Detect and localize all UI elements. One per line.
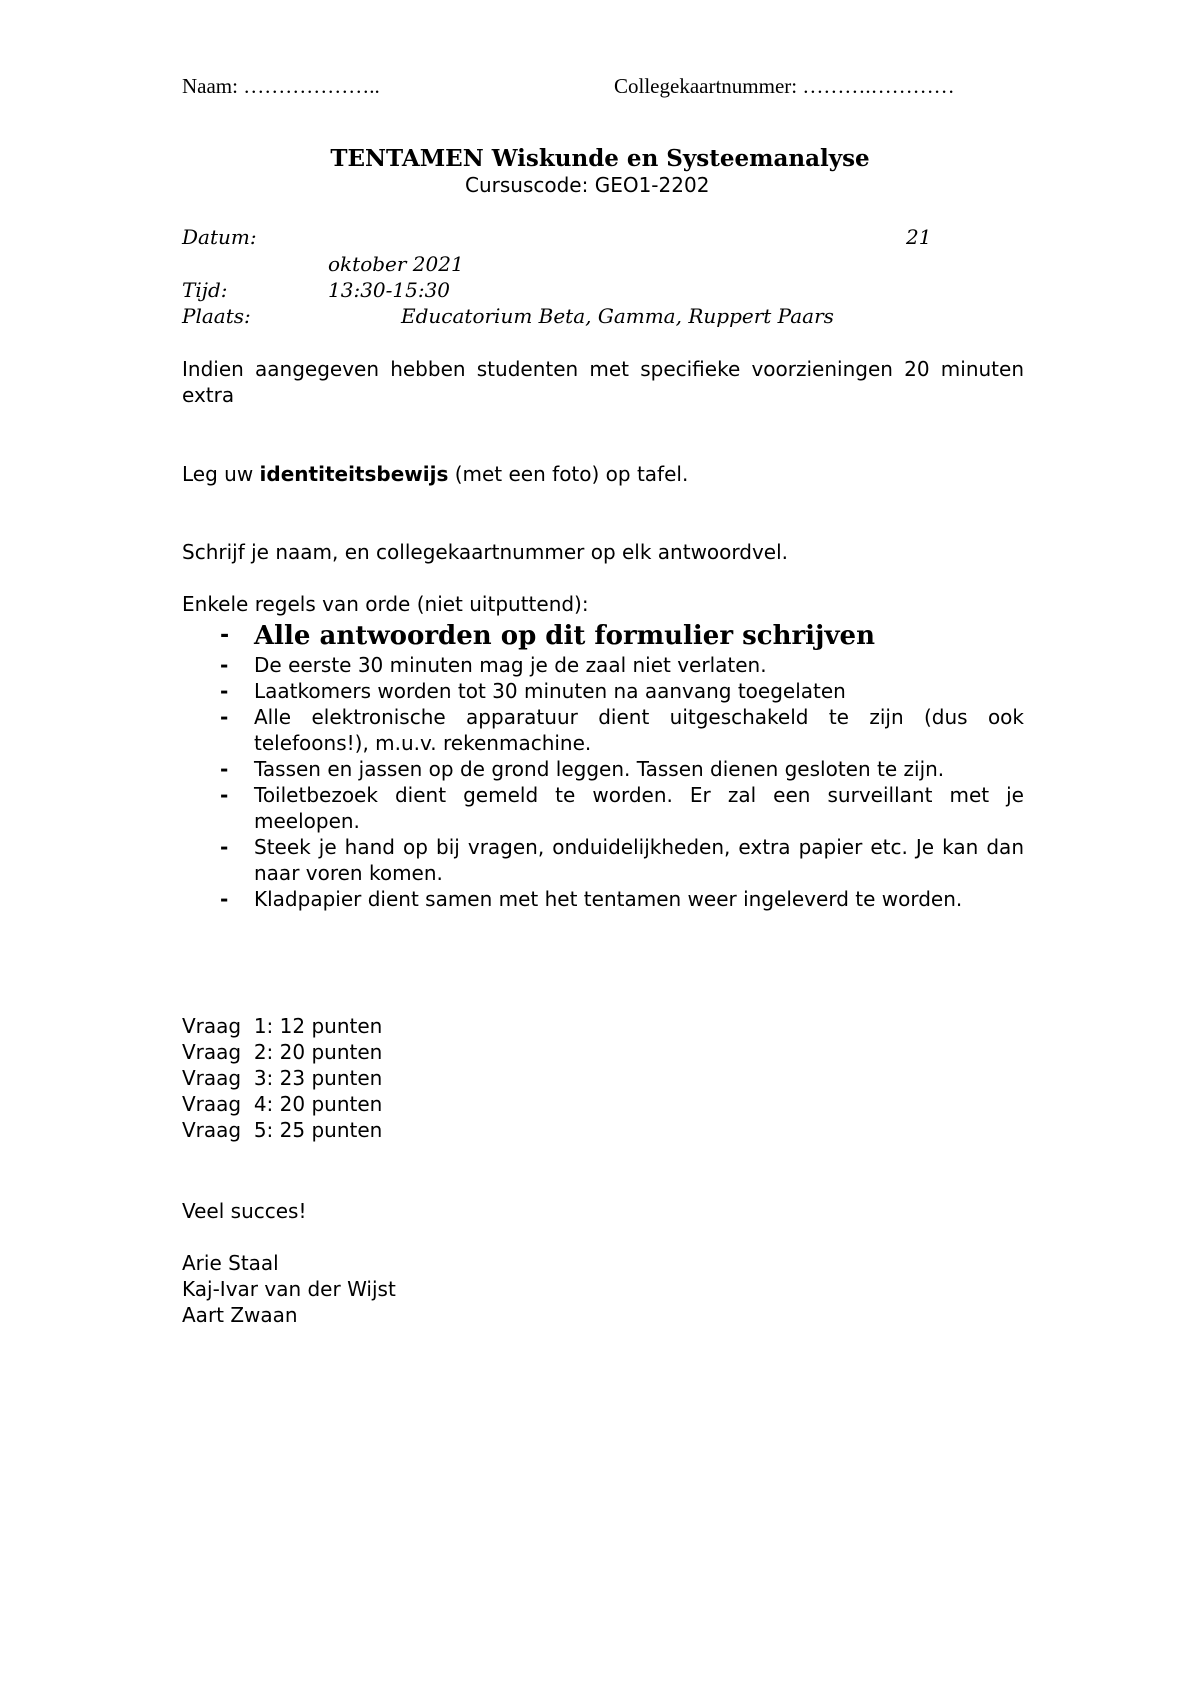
question-points-row: Vraag 1: 12 punten <box>182 1014 383 1038</box>
signatories <box>182 1250 396 1328</box>
rule-item <box>182 834 1024 886</box>
question-points-row: Vraag 3: 23 punten <box>182 1066 383 1090</box>
question-points-row: Vraag 5: 25 punten <box>182 1118 383 1142</box>
date-label: Datum: <box>182 225 257 249</box>
rule-text: Kladpapier dient samen met het tentamen weer ingeleverd te worden. <box>254 887 963 911</box>
rule-text: Alle antwoorden op dit formulier schrijven <box>254 621 876 651</box>
extra-time-notice: Indien aangegeven hebben studenten met specifieke voorzieningen 20 minuten extra <box>182 357 1024 407</box>
signatory-name: Aart Zwaan <box>182 1303 298 1327</box>
rules-list <box>182 620 1024 912</box>
id-instruction <box>182 461 1024 487</box>
rule-text: Toiletbezoek dient gemeld te worden. Er zal een surveillant met je meelopen. <box>254 783 1024 833</box>
rule-item <box>182 620 1024 652</box>
question-points-row: Vraag 2: 20 punten <box>182 1040 383 1064</box>
rule-text: Alle elektronische apparatuur dient uitgeschakeld te zijn (dus ook telefoons!), m.u.v. rekenmachine. <box>254 705 1024 755</box>
signatory-name: Kaj-Ivar van der Wijst <box>182 1277 396 1301</box>
date-value: oktober 2021 <box>328 252 464 276</box>
signatory-name: Arie Staal <box>182 1251 279 1275</box>
rule-item <box>182 756 1024 782</box>
id-instruction-after: (met een foto) op tafel. <box>448 462 689 486</box>
rule-text: Laatkomers worden tot 30 minuten na aanvang toegelaten <box>254 679 846 703</box>
page-title: TENTAMEN Wiskunde en Systeemanalyse <box>330 145 870 172</box>
write-name-instruction: Schrijf je naam, en collegekaartnummer op elk antwoordvel. <box>182 540 789 564</box>
time-label: Tijd: <box>182 278 228 302</box>
rule-item <box>182 782 1024 834</box>
rule-bullet: - <box>220 835 229 859</box>
rule-item <box>182 704 1024 756</box>
rules-heading: Enkele regels van orde (niet uitputtend): <box>182 592 589 616</box>
rule-bullet: - <box>220 653 229 677</box>
question-points-list <box>182 1013 382 1143</box>
rule-text: Tassen en jassen op de grond leggen. Tassen dienen gesloten te zijn. <box>254 757 945 781</box>
rule-bullet: - <box>220 679 229 703</box>
rule-item <box>182 652 1024 678</box>
closing-wish: Veel succes! <box>182 1199 307 1223</box>
rule-bullet: - <box>220 623 230 648</box>
id-instruction-before: Leg uw <box>182 462 260 486</box>
rule-bullet: - <box>220 757 229 781</box>
name-field-label: Naam: ……………….. <box>182 74 380 98</box>
rule-text: De eerste 30 minuten mag je de zaal niet verlaten. <box>254 653 767 677</box>
rule-bullet: - <box>220 783 229 807</box>
question-points-row: Vraag 4: 20 punten <box>182 1092 383 1116</box>
rule-bullet: - <box>220 887 229 911</box>
header-fields <box>182 74 1042 104</box>
rule-text: Steek je hand op bij vragen, onduidelijkheden, extra papier etc. Je kan dan naar voren komen. <box>254 835 1024 885</box>
date-day: 21 <box>906 225 932 249</box>
location-label: Plaats: <box>182 304 251 328</box>
rule-item <box>182 678 1024 704</box>
location-value: Educatorium Beta, Gamma, Ruppert Paars <box>401 304 834 328</box>
course-code: Cursuscode: GEO1-2202 <box>465 173 710 197</box>
id-instruction-bold: identiteitsbewijs <box>259 462 449 486</box>
rule-bullet: - <box>220 705 229 729</box>
time-value: 13:30-15:30 <box>328 278 451 302</box>
rule-item <box>182 886 1024 912</box>
student-card-number-field-label: Collegekaartnummer: ……….………… <box>614 74 955 98</box>
